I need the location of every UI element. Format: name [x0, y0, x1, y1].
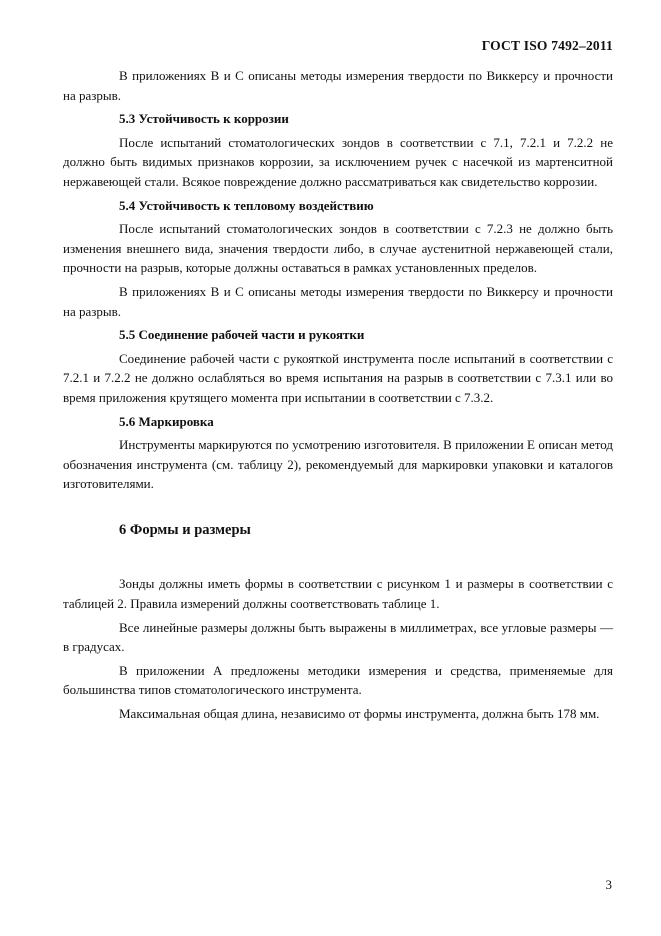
heading-5-6-marking: 5.6 Маркировка — [119, 413, 214, 429]
standard-designation-header: ГОСТ ISO 7492–2011 — [481, 38, 613, 53]
page-content — [63, 66, 613, 728]
paragraph-6-b: Все линейные размеры должны быть выражены в миллиметрах, все угловые размеры — в градусах. — [63, 619, 613, 655]
heading-5-5-joint-of-working-part-and-handle: 5.5 Соединение рабочей части и рукоятки — [119, 327, 365, 343]
paragraph-5-3: После испытаний стоматологических зондов в соответствии с 7.1, 7.2.1 и 7.2.2 не должно быть видимых признаков коррозии, за исключением ручек с насечкой из мартенситной нержавеющей стали. Всякое повреждение должно рассматриваться как свидетельство коррозии. — [63, 134, 613, 189]
paragraph-appendix-methods: В приложениях В и С описаны методы измерения твердости по Виккерсу и прочности на разрыв. — [63, 68, 613, 103]
paragraph-5-4-b: В приложениях В и С описаны методы измерения твердости по Виккерсу и прочности на разрыв. — [63, 283, 613, 319]
heading-5-4-heat-resistance: 5.4 Устойчивость к тепловому воздействию — [119, 197, 374, 213]
paragraph-6-c: В приложении А предложены методики измерения и средства, применяемые для большинства типов стоматологического инструмента. — [63, 662, 613, 698]
paragraph-6-d: Максимальная общая длина, независимо от формы инструмента, должна быть 178 мм. — [119, 706, 600, 722]
paragraph-6-a: Зонды должны иметь формы в соответствии с рисунком 1 и размеры в соответствии с таблицей 2. Правила измерений должны соответствовать таблице 1. — [63, 576, 613, 612]
paragraph-5-5: Соединение рабочей части с рукояткой инструмента после испытаний в соответствии с 7.2.1 и 7.2.2 не должно ослабляться во время испытания на разрыв в соответствии с 7.3.1 или во время приложения крутящего момента при испытании в соответствии с 7.3.2. — [63, 350, 613, 405]
heading-5-3-corrosion-resistance: 5.3 Устойчивость к коррозии — [119, 111, 289, 127]
paragraph-5-6: Инструменты маркируются по усмотрению изготовителя. В приложении Е описан метод обозначения инструмента (см. таблицу 2), рекомендуемый для маркировки упаковки и каталогов изготовителями. — [63, 437, 613, 492]
paragraph-5-4-a: После испытаний стоматологических зондов в соответствии с 7.2.3 не должно быть изменения внешнего вида, значения твердости либо, в случае аустенитной нержавеющей стали, прочности на разрыв, которые должны оставаться в рамках установленных пределов. — [63, 221, 613, 276]
heading-6-shapes-and-dimensions: 6 Формы и размеры — [119, 521, 251, 538]
page-number: 3 — [605, 877, 612, 892]
